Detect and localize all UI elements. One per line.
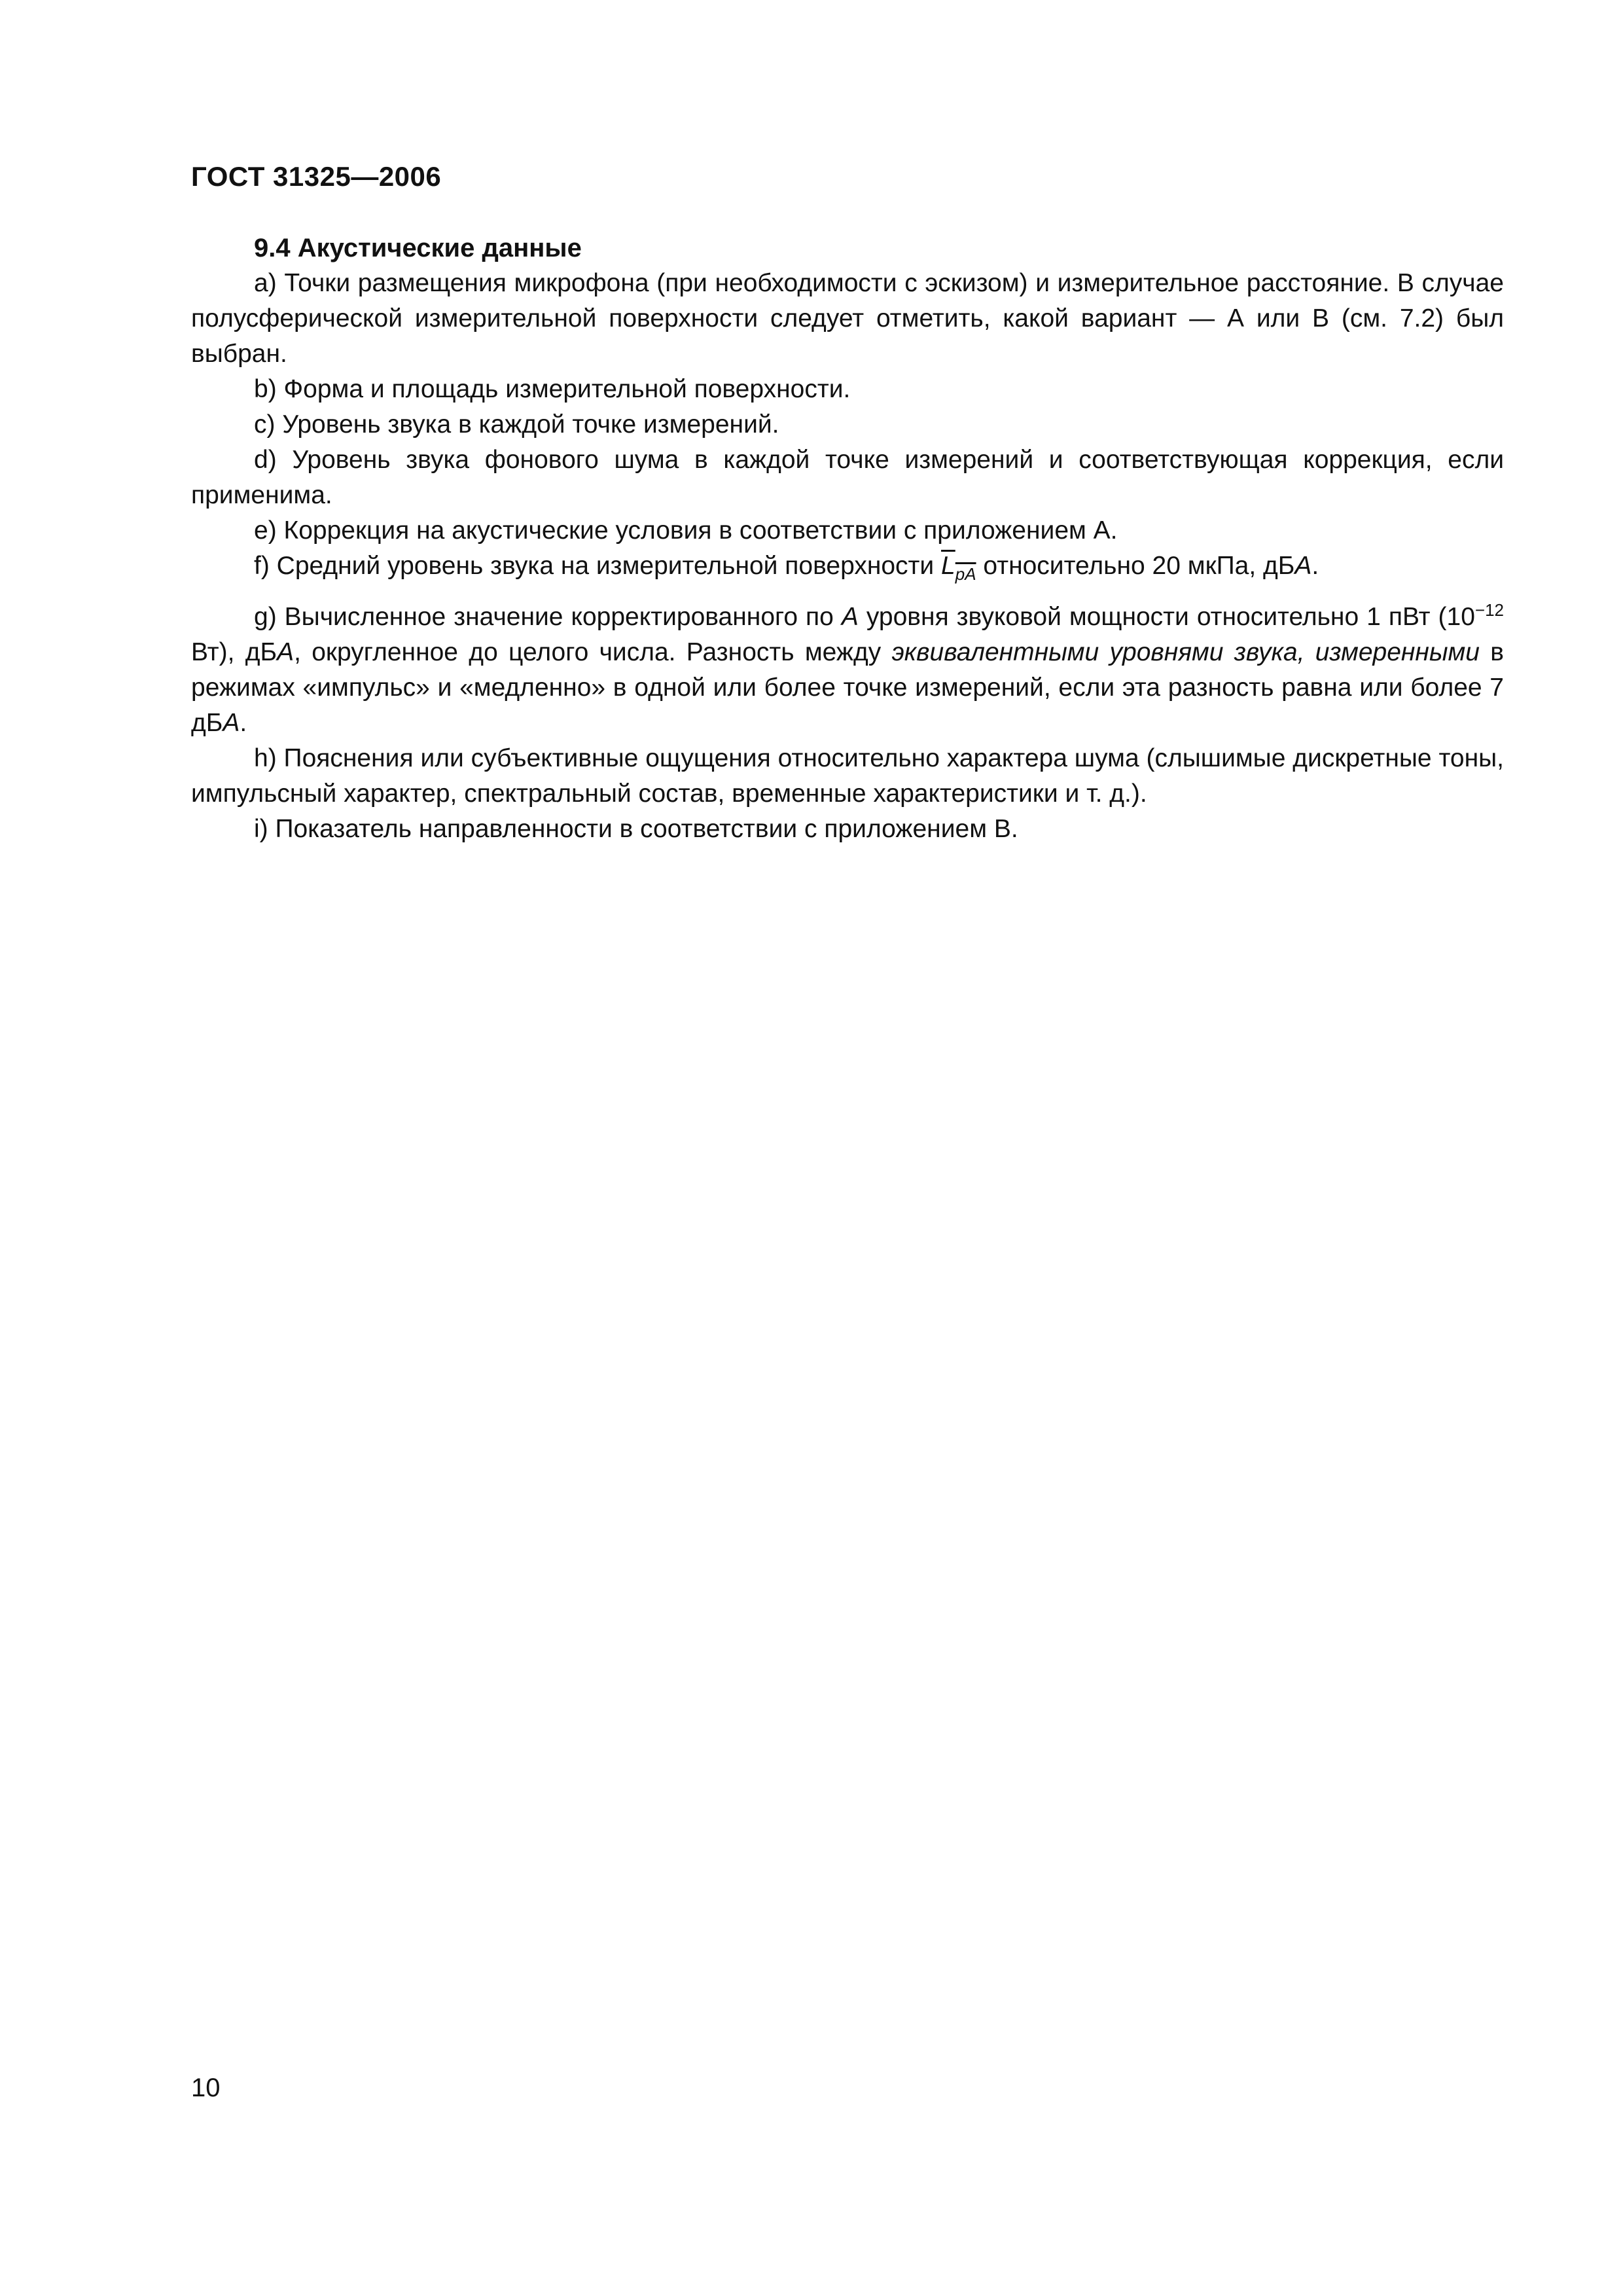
item-g-text-6: . xyxy=(240,708,247,737)
item-f-text-1: f) Средний уровень звука на измерительной поверхности xyxy=(254,552,942,580)
item-d: d) Уровень звука фонового шума в каждой точке измерений и соответствующая коррекция, если применима. xyxy=(191,446,1504,509)
item-b: b) Форма и площадь измерительной поверхности. xyxy=(254,375,851,403)
section-9-4 xyxy=(191,230,1504,847)
item-g-text-1: g) Вычисленное значение корректированного по xyxy=(254,602,842,631)
document-code: ГОСТ 31325—2006 xyxy=(191,161,442,192)
item-a: а) Точки размещения микрофона (при необходимости с эскизом) и измерительное расстояние. В случае полусферической измерительной поверхности следует отметить, какой вариант — А или В (см. 7.2) был выбран. xyxy=(191,269,1504,368)
item-g-text-3: Вт), дБ xyxy=(191,637,277,666)
mean-sound-level-symbol xyxy=(941,552,976,584)
item-g-italic-a3: A xyxy=(223,708,240,737)
symbol-main: L xyxy=(941,552,955,580)
item-i: i) Показатель направленности в соответствии с приложением В. xyxy=(254,814,1018,843)
symbol-subscript: pA xyxy=(955,564,976,584)
item-f-text-2: относительно 20 мкПа, дБ xyxy=(976,552,1295,580)
item-g-exponent: −12 xyxy=(1474,600,1504,620)
section-title: 9.4 Акустические данные xyxy=(254,234,582,262)
item-g-italic-a1: A xyxy=(841,602,859,631)
item-g-text-5: в режимах «импульс» и «медленно» в одной или более точке измерений, если эта разность равна или более 7 дБ xyxy=(191,637,1504,737)
page-number: 10 xyxy=(191,2073,221,2102)
item-g-text-2: уровня звуковой мощности относительно 1 пВт (10 xyxy=(858,602,1475,631)
item-f-text-3: . xyxy=(1311,552,1319,580)
item-g-italic-phrase: эквивалентными уровнями звука, измеренными xyxy=(891,637,1480,666)
item-f-italic-a: A xyxy=(1294,552,1312,580)
item-g-italic-a2: A xyxy=(277,637,294,666)
item-f xyxy=(191,548,1504,592)
item-e: e) Коррекция на акустические условия в соответствии с приложением А. xyxy=(254,516,1118,545)
item-g xyxy=(191,600,1504,741)
item-c: c) Уровень звука в каждой точке измерений. xyxy=(254,410,779,439)
item-h: h) Пояснения или субъективные ощущения относительно характера шума (слышимые дискретные тоны, импульсный характер, спектральный состав, временные характеристики и т. д.). xyxy=(191,744,1504,808)
item-g-text-4: , округленное до целого числа. Разность между xyxy=(294,637,892,666)
